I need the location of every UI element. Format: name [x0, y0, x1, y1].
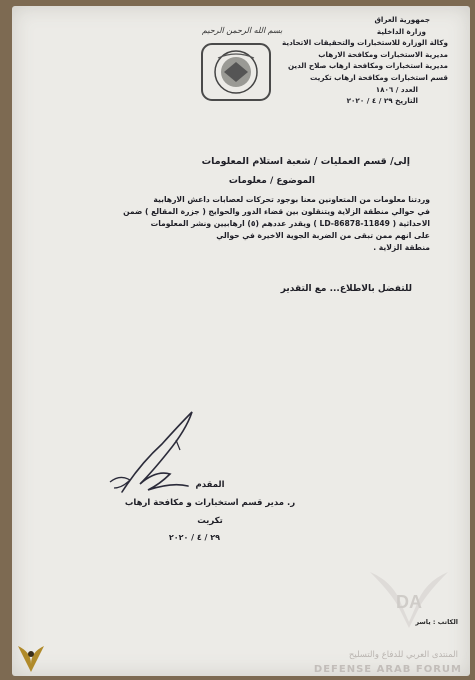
body-line: على انهم ممن تبقى من الضربة الجوية الاخيرة في حوالي — [216, 231, 430, 240]
bismillah-text: بسم الله الرحمن الرحيم — [202, 26, 283, 35]
letterhead-line-ministry: وزارة الداخلية — [376, 26, 426, 36]
letterhead — [248, 14, 448, 107]
closing-line: للتفضل بالاطلاع... مع التقدير — [280, 284, 412, 294]
subject-line: الموضوع / معلومات — [228, 176, 315, 186]
body-line: في حوالي منطقة الزلاية ويتنقلون بين قضاء الدور والحوايج ( جزرة المقالع ) ضمن — [123, 207, 430, 216]
recipient-line: إلى/ قسم العمليات / شعبة استلام المعلومات — [201, 156, 410, 167]
watermark-logo-text: DA — [396, 592, 422, 612]
signature-block — [110, 476, 310, 530]
watermark-arabic-text: المنتدى العربي للدفاع والتسليح — [348, 650, 458, 660]
letterhead-line-country: جمهورية العراق — [374, 15, 430, 24]
body-line: وردتنا معلومات من المتعاونين معنا بوجود تحركات لعصابات داعش الارهابية — [153, 195, 430, 204]
letterhead-line-province: مديرية استخبارات ومكافحة ارهاب صلاح الدين — [287, 61, 448, 71]
letter-body — [50, 194, 430, 254]
letter-date: التاريخ ٢٩ / ٤ / ٢٠٢٠ — [346, 96, 418, 106]
letterhead-line-agency: وكالة الوزارة للاستخبارات والتحقيقات الاتحادية — [282, 38, 448, 48]
letterhead-line-section: قسم استخبارات ومكافحة ارهاب تكريت — [310, 72, 448, 82]
signatory-rank: المقدم — [195, 480, 225, 490]
typist-note: الكاتب : ياسر — [415, 618, 458, 626]
document-page — [12, 6, 470, 676]
body-line: الاحداثية ( LD-86878-11849 ) ويقدر عددهم (٥) ارهابيين ونشر المعلومات — [150, 219, 430, 228]
forum-watermark-logo-icon — [364, 562, 454, 634]
corner-emblem-icon — [16, 642, 46, 676]
signatory-city: تكريت — [197, 516, 223, 526]
reference-number: العدد / ١٨٠٦ — [375, 84, 418, 94]
signature-date: ٢٩ / ٤ / ٢٠٢٠ — [168, 533, 220, 542]
body-line: منطقة الزلاية . — [373, 243, 430, 252]
watermark-english-text: DEFENSE ARAB FORUM — [313, 664, 462, 675]
signatory-title: ر. مدير قسم استخبارات و مكافحة ارهاب — [124, 498, 296, 508]
letterhead-line-directorate: مديرية الاستخبارات ومكافحة الارهاب — [318, 49, 448, 59]
